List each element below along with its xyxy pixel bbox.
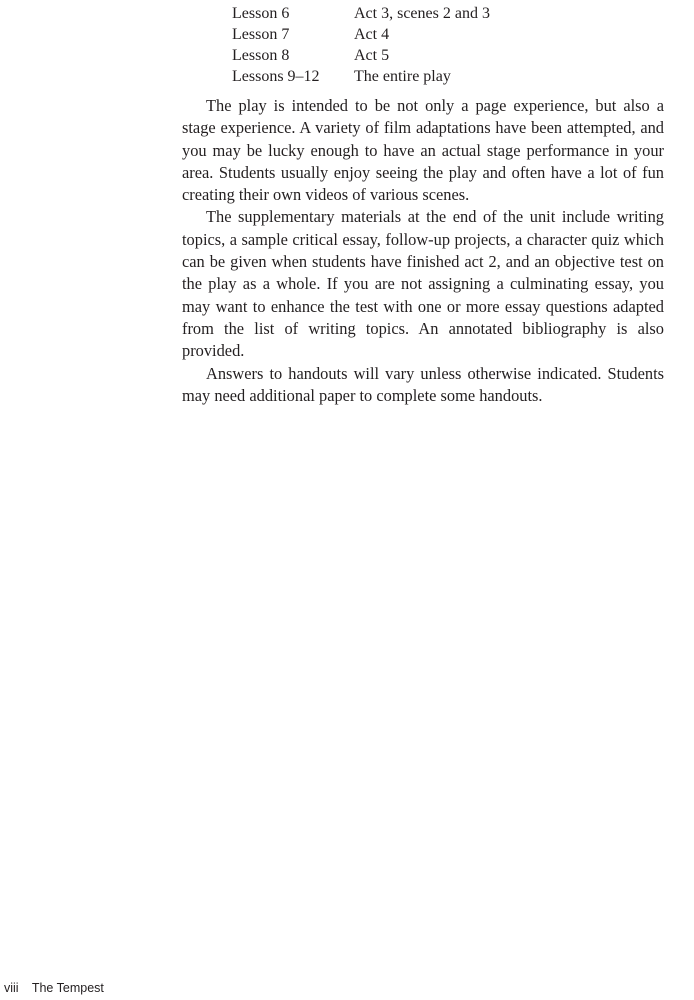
lesson-content: Act 3, scenes 2 and 3 <box>354 5 490 22</box>
book-title: The Tempest <box>31 981 104 995</box>
lesson-content: The entire play <box>354 68 451 85</box>
paragraph-handout-answers: Answers to handouts will vary unless otherwise indicated. Students may need additional paper to complete some handouts. <box>182 363 664 405</box>
lesson-name: Lessons 9–12 <box>232 68 320 85</box>
lesson-row <box>232 45 490 66</box>
body-text <box>182 95 664 407</box>
page-footer <box>4 980 104 996</box>
lesson-row <box>232 3 490 24</box>
lesson-name: Lesson 7 <box>232 26 290 43</box>
lesson-name: Lesson 8 <box>232 47 290 64</box>
lesson-row <box>232 24 490 45</box>
page-number: viii <box>4 981 19 995</box>
lesson-row <box>232 66 490 87</box>
lesson-content: Act 5 <box>354 47 390 64</box>
paragraph-supplementary-materials: The supplementary materials at the end of the unit include writing topics, a sample critical essay, follow-up projects, a character quiz which can be given when students have finished act 2, and an objective test on the play as a whole. If you are not assigning a culminating essay, you may want to enhance the test with one or more essay questions adapted from the list of writing topics. An annotated bibliography is also provided. <box>182 207 664 361</box>
lesson-content: Act 4 <box>354 26 390 43</box>
lesson-schedule <box>232 3 490 87</box>
lesson-name: Lesson 6 <box>232 5 290 22</box>
paragraph-stage-experience: The play is intended to be not only a page experience, but also a stage experience. A variety of film adaptations have been attempted, and you may be lucky enough to have an actual stage performance in your area. Students usually enjoy seeing the play and often have a lot of fun creating their own videos of various scenes. <box>182 96 664 205</box>
